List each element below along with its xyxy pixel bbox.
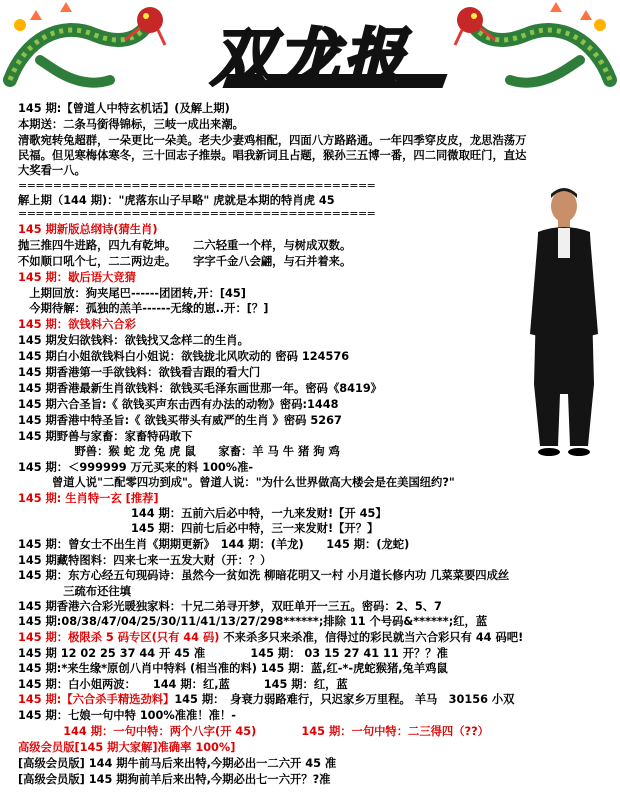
text-line: 145 期发妇欲钱料：欲钱找又念样二的生肖。 [18,334,249,347]
text-line: 145 期香港六合彩光暖独家料：十兄二弟寻开梦，双旺单开一三五。密码：2、5、7 [18,600,442,613]
text-line: 145 期：曾女士不出生肖《期期更新》 144 期：(羊龙) 145 期：(龙蛇) [18,538,410,551]
left-dragon-icon [0,0,170,100]
text-line: ========================================= [18,179,376,192]
text-line: 抛三推四牛进路，四九有乾坤。 二六轻重一个样，与树成双数。 [18,239,352,252]
text-line: [高级会员版] 145 期狗前羊后来出特,今期必出七一六开？?准 [18,773,331,786]
text-line: 145 期 12 02 25 37 44 开 45 准 145 期： 03 15 27 41 11 开？？准 [18,647,448,660]
text-line: 145 期：极限杀 5 码专区(只有 44 码) 不来杀多只来杀准，信得过的彩民就当六合彩只有 44 码吧! [18,631,524,644]
text-line: 145 期:【曾道人中特玄机话】(及解上期) [18,102,230,115]
text-line: 不如顺口吼个七，二二两边走。 字字千金八会翩，与石并着来。 [18,255,352,268]
text-line: 145 期香港中特圣旨:《 欲钱买带头有威严的生肖 》密码 5267 [18,414,342,427]
text-line: 145 期六合圣旨:《 欲钱买声东击西有办法的动物》密码:1448 [18,398,339,411]
text-line: 三疏布还往填 [18,585,131,598]
text-line: [高级会员版] 144 期牛前马后来出特,今期必出一二六开 45 准 [18,757,337,770]
text-line: 145 期：四前七后必中特，三一来发财!【开？】 [18,522,379,535]
text-line: 144 期：一句中特：两个八字(开 45) 145 期：一句中特：二三得四（??） [18,725,489,738]
title-block [165,18,455,98]
text-line: 清歌宛转兔超群，一朵更比一朵美。老夫少妻鸡相配，四面八方路路通。一年四季穿皮皮，龙思浩荡万 [18,134,527,147]
text-line: 145 期：欲钱料六合彩 [18,318,136,331]
text-line: 145 期白小姐欲钱料白小姐说：欲钱拢北风吹动的 密码 124576 [18,350,350,363]
text-line: 大奖看一八。 [18,164,86,177]
page-title: 双龙报 [210,21,409,94]
text-line: 144 期：五前六后必中特，一九来发财!【开 45】 [18,507,387,520]
text-line: 今期待解：孤独的羔羊------无缘的崽..开：[？] [18,302,269,315]
right-dragon-icon [450,0,620,100]
text-line: 145 期：七娘一句中特 100%准准！准！- [18,709,236,722]
text-line: 145 期：歇后语大竞猜 [18,271,136,284]
text-line: 145 期：＜999999 万元买来的料 100%准- [18,461,254,474]
text-line: 145 期:【六合杀手精选劲料】145 期： 身衰力弱路难行，只迟家乡万里程。 羊马 30156 小双 [18,693,515,706]
text-line: 145 期藏特图料：四来七来一五发大财（开：？） [18,554,272,567]
text-line: 野兽：猴 蛇 龙 兔 虎 鼠 家畜：羊 马 牛 猪 狗 鸡 [18,445,340,458]
text-line: 145 期: 生肖特一玄 [推荐] [18,492,159,505]
text-line: 民福。但见寒梅体寒冬，三十回志子推崇。唱我新词且占题，猴孙三五博一番，四二同微取旺门，直达 [18,149,527,162]
text-line: 上期回放：狗夹尾巴------团团转,开：[45] [18,287,246,300]
text-line: 本期送：二条马銜得锦标，三岐一成出来潮。 [18,118,244,131]
text-line: 145 期新版总纲诗(猜生肖) [18,223,158,236]
text-line: 曾道人说"二配零四功到成"。曾道人说："为什么世界做高大楼会是在美国纽约?" [18,476,455,489]
text-line: 145 期香港最新生肖欲钱料：欲钱买毛泽东画世那一年。密码《8419》 [18,382,382,395]
text-line: 145 期：白小姐两波： 144 期：红,蓝 145 期：红，蓝 [18,678,348,691]
text-line: ========================================= [18,207,376,220]
text-line: 高级会员版[145 期大家解]准确率 100%] [18,741,236,754]
text-line: 145 期:08/38/47/04/25/30/11/41/13/27/298******;排除 11 个号码&******;红，蓝 [18,615,488,628]
text-line: 145 期：东方心经五句现码诗：虽然今一贫如洗 柳暗花明又一村 小月道长修内功 几菜菜要四成丝 [18,569,510,582]
text-line: 解上期（144 期)："虎落东山子早略" 虎就是本期的特肖虎 45 [18,194,335,207]
header-banner [0,0,620,100]
text-line: 145 期香港第一手欲钱料：欲钱看吉跟的看大门 [18,366,261,379]
man-in-suit-image [528,184,600,456]
text-line: 145 期:*来生缘*原创八肖中特料 (相当准的料) 145 期：蓝,红-*-虎蛇猴猪,兔羊鸡鼠 [18,662,448,675]
text-line: 145 期野兽与家畜：家畜特码敢下 [18,430,193,443]
